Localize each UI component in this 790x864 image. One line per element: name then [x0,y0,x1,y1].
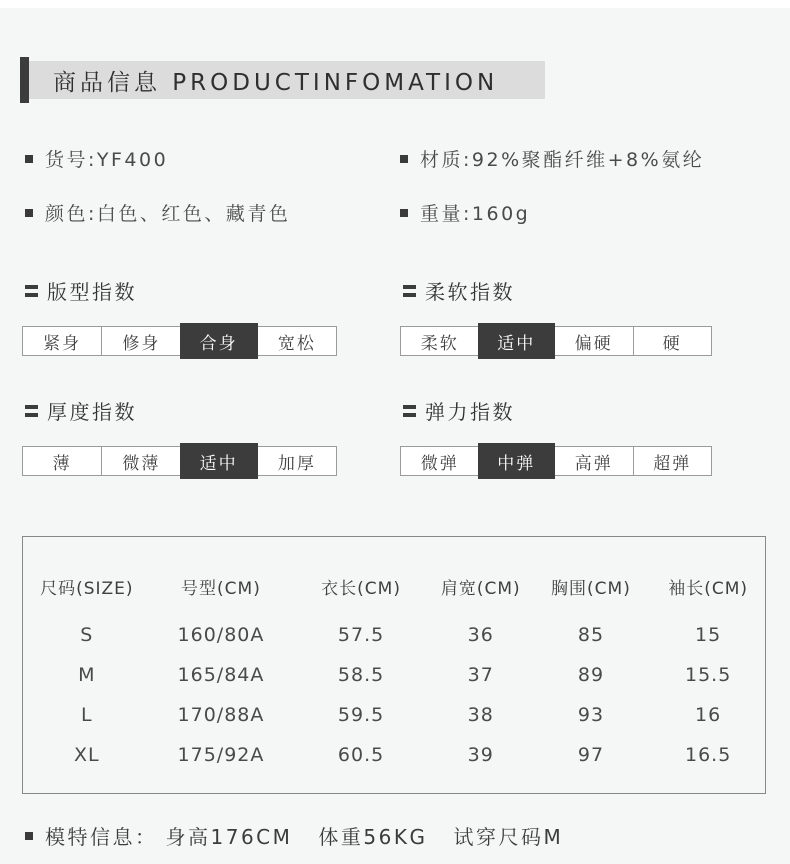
index-title-label: 厚度指数 [47,400,137,424]
detail-text: 颜色:白色、红色、藏青色 [45,203,291,225]
model-info-label: 模特信息： [45,825,158,849]
size-table [22,536,766,794]
size-cell: 59.5 [337,704,385,726]
size-col-header: 衣长(CM) [321,578,401,599]
option-box-elasticity [400,446,712,476]
model-info [25,821,790,850]
index-title [22,276,400,305]
index-block-thickness [22,396,400,476]
detail-text: 货号:YF400 [45,149,169,171]
index-block-softness [400,276,790,356]
size-cell: 37 [467,664,494,686]
size-cell: 15.5 [684,664,732,686]
size-cell: 85 [577,624,605,646]
index-title [400,396,790,425]
index-title [22,396,400,425]
size-cell: M [78,664,96,686]
size-cell: 16 [695,704,722,726]
page-title: 商品信息 PRODUCTINFOMATION [53,69,499,96]
option-cell-selected: 适中 [478,323,556,359]
section-header [20,57,790,103]
size-cell: 36 [467,624,494,646]
detail-item-weight [400,199,790,226]
top-strip [0,0,790,8]
index-title-label: 柔软指数 [425,280,515,304]
header-accent-bar [20,57,29,103]
size-col-header: 袖长(CM) [668,578,749,599]
size-cell: 38 [467,704,494,726]
bullet-square-icon [400,155,408,163]
size-cell: 60.5 [337,744,385,766]
size-col-header: 尺码(SIZE) [40,578,134,599]
option-cell: 薄 [52,453,72,474]
equals-icon [25,405,38,417]
size-table-grid [23,557,765,775]
detail-item-sku [25,145,400,172]
option-cell: 微薄 [101,447,180,475]
index-grid [22,276,790,476]
option-cell: 超弹 [633,447,712,475]
option-box-softness [400,326,712,356]
bullet-square-icon [25,832,33,840]
size-cell: 97 [577,744,605,766]
detail-item-material [400,145,790,172]
detail-text: 材质:92%聚酯纤维+8%氨纶 [420,149,705,171]
index-block-fit [22,276,400,356]
option-cell: 柔软 [420,333,459,354]
equals-icon [403,285,416,297]
bullet-square-icon [400,209,408,217]
size-cell: 165/84A [177,664,265,686]
index-block-elasticity [400,396,790,476]
size-cell: 93 [577,704,605,726]
option-cell-selected: 合身 [180,323,258,359]
detail-text: 重量:160g [420,203,531,225]
size-cell: 160/80A [177,624,265,646]
size-cell: 58.5 [337,664,385,686]
size-cell: S [80,624,94,646]
model-height: 身高176CM [165,825,293,849]
option-cell: 修身 [101,327,180,355]
index-title-label: 弹力指数 [425,400,515,424]
detail-item-color [25,199,400,226]
option-cell: 加厚 [257,447,336,475]
option-cell: 微弹 [420,453,459,474]
size-col-header: 胸围(CM) [551,578,631,599]
size-cell: 170/88A [177,704,265,726]
option-cell: 紧身 [43,333,82,354]
bullet-square-icon [25,209,33,217]
size-cell: 89 [577,664,605,686]
size-cell: 15 [695,624,722,646]
header-box [29,61,545,99]
equals-icon [25,285,38,297]
index-title-label: 版型指数 [47,280,137,304]
model-fitting-size: 试穿尺码M [453,825,564,849]
size-cell: 16.5 [684,744,732,766]
model-weight: 体重56KG [318,825,428,849]
size-col-header: 号型(CM) [181,578,261,599]
size-col-header: 肩宽(CM) [440,578,521,599]
index-title [400,276,790,305]
size-cell: L [81,704,93,726]
size-cell: 175/92A [177,744,265,766]
option-cell: 偏硬 [554,327,633,355]
option-cell-selected: 适中 [180,443,258,479]
size-cell: 39 [467,744,494,766]
size-cell: 57.5 [337,624,385,646]
product-details [25,145,790,226]
equals-icon [403,405,416,417]
option-cell: 硬 [633,327,712,355]
bullet-square-icon [25,155,33,163]
option-box-thickness [22,446,337,476]
option-cell: 高弹 [554,447,633,475]
option-cell-selected: 中弹 [478,443,556,479]
option-box-fit [22,326,337,356]
size-cell: XL [74,744,100,766]
option-cell: 宽松 [257,327,336,355]
